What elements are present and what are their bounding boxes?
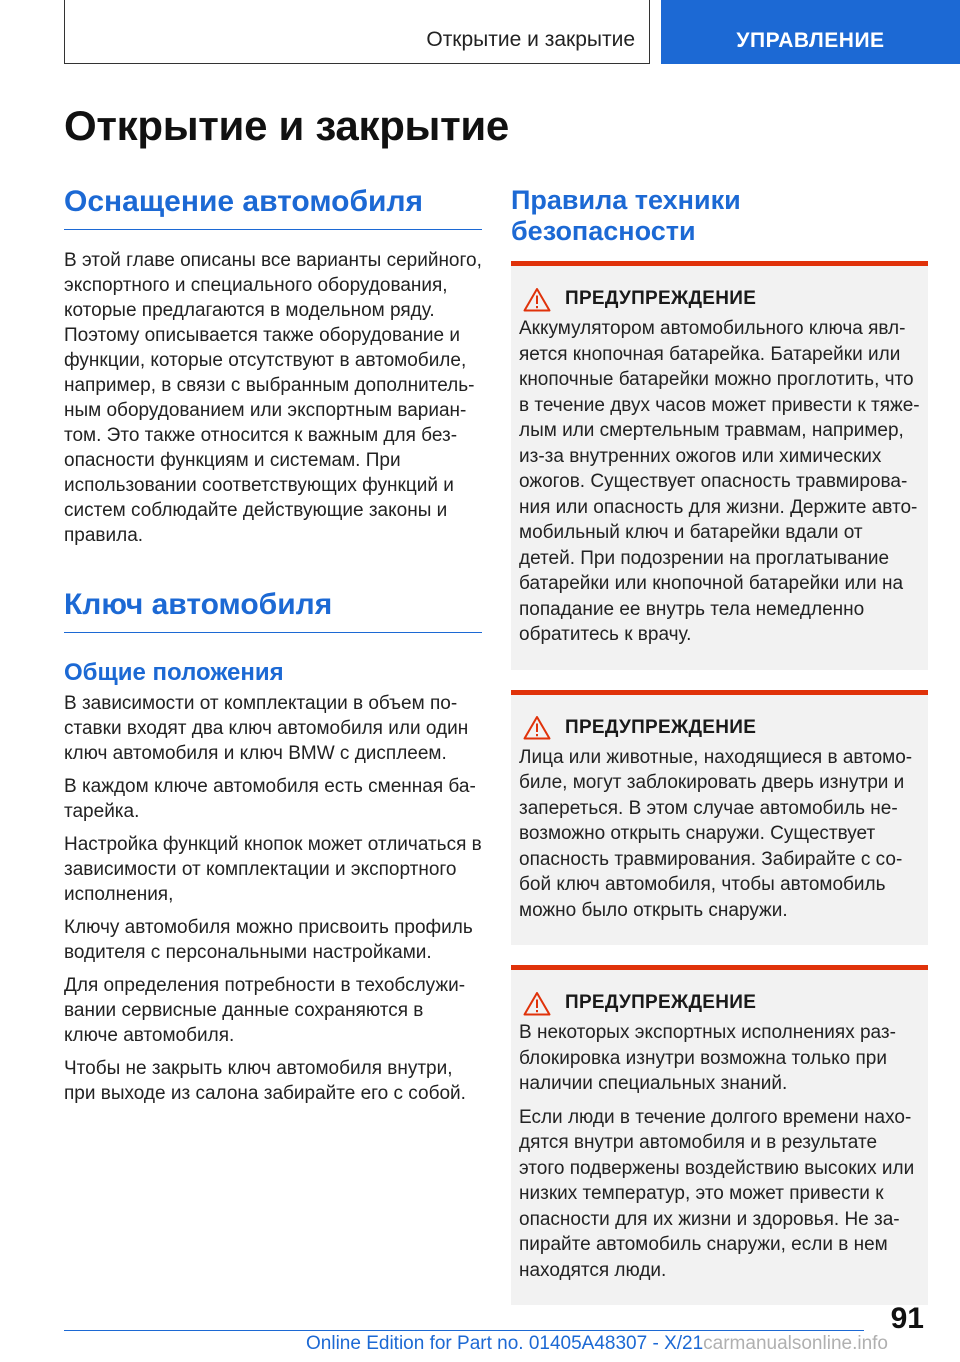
header-chapter-tab[interactable] bbox=[661, 0, 960, 64]
header-section-label: Открытие и закрытие bbox=[426, 28, 635, 51]
page-title: Открытие и закрытие bbox=[64, 102, 509, 149]
edition-text: Online Edition for Part no. 01405A48307 - X/21 bbox=[306, 1333, 704, 1354]
safety-heading: Правила техники безопасности bbox=[511, 185, 741, 246]
watermark-text[interactable]: carmanualsonline.info bbox=[703, 1333, 888, 1354]
header-chapter-label: УПРАВЛЕНИЕ bbox=[736, 29, 885, 52]
warning-title: ПРЕДУПРЕЖДЕНИЕ bbox=[565, 288, 757, 309]
equipment-heading: Оснащение автомобиля bbox=[64, 185, 482, 230]
key-paragraph: В зависимости от комплектации в объем поставки входят два ключ автомобиля или один ключ автомобиля и ключ BMW с дисплеем. bbox=[64, 693, 469, 764]
key-paragraph: Настройка функций кнопок может отличаться в зависимости от комплектации и экспортного исполнения, bbox=[64, 834, 482, 905]
equipment-paragraph: В этой главе описаны все варианты серийного, экспортного и специального оборудования, которые предлагаются в модельном ряду. Поэтому описывается также оборудование и функции, которые отсутствуют в автомобиле, например, в связи с выбранным дополнительным оборудованием или экспортным вариантом. Это также относится к важным для безопасности функциям и системам. При использовании соответствующих функций и систем соблюдайте действующие законы и правила. bbox=[64, 250, 482, 546]
warning-triangle-icon bbox=[519, 990, 559, 1016]
key-paragraph: Для определения потребности в техобслуживании сервисные данные сохраняются в ключе автомобиля. bbox=[64, 975, 466, 1046]
key-paragraph: Чтобы не закрыть ключ автомобиля внутри, при выходе из салона забирайте его с собой. bbox=[64, 1058, 466, 1104]
footer-divider bbox=[64, 1330, 864, 1331]
warning-title: ПРЕДУПРЕЖДЕНИЕ bbox=[565, 992, 757, 1013]
warning-text: Аккумулятором автомобильного ключа является кнопочная батарейка. Батарейки или кнопочные батарейки можно проглотить, что в течение двух часов может привести к тяжелым или смертельным травмам, например, из-за внутренних ожогов или химических ожогов. Существует опасность травмирования или опасность для жизни. Держите автомобильный ключ и батарейки вдали от детей. При подозрении на проглатывание батарейки или кнопочной батарейки или на попадание ее внутрь тела немедленно обратитесь к врачу. bbox=[519, 318, 920, 645]
warning-header bbox=[519, 286, 920, 312]
warning-header bbox=[519, 990, 920, 1016]
warning-header bbox=[519, 715, 920, 741]
key-paragraph: В каждом ключе автомобиля есть сменная батарейка. bbox=[64, 776, 476, 822]
header-section-box bbox=[64, 0, 650, 64]
warning-text: Если люди в течение долгого времени находятся внутри автомобиля и в результате этого подвержены воздействию высоких или низких температур, это может привести к опасности для их жизни и здоровья. Не запирайте автомобиль снаружи, если в нем находятся люди. bbox=[519, 1106, 915, 1281]
warning-title: ПРЕДУПРЕЖДЕНИЕ bbox=[565, 716, 757, 738]
page-number: 91 bbox=[890, 1302, 924, 1335]
footer bbox=[306, 1333, 888, 1355]
warning-text: В некоторых экспортных исполнениях разблокировка изнутри возможна только при наличии специальных знаний. bbox=[519, 1022, 896, 1094]
warning-text: Лица или животные, находящиеся в автомобиле, могут заблокировать дверь изнутри и запереться. В этом случае автомобиль невозможно открыть снаружи. Существует опасность травмирования. Забирайте с собой ключ автомобиля, чтобы автомобиль можно было открыть снаружи. bbox=[519, 746, 913, 921]
left-column bbox=[64, 185, 482, 1106]
warning-triangle-icon bbox=[519, 715, 559, 741]
warning-triangle-icon bbox=[519, 286, 559, 312]
key-general-subheading: Общие положения bbox=[64, 659, 284, 686]
key-paragraph: Ключу автомобиля можно присвоить профиль водителя с персональными настройками. bbox=[64, 917, 473, 963]
key-heading: Ключ автомобиля bbox=[64, 588, 482, 633]
warning-box bbox=[511, 261, 928, 670]
warning-box bbox=[511, 690, 928, 946]
warning-box bbox=[511, 965, 928, 1305]
right-column bbox=[511, 185, 928, 1305]
